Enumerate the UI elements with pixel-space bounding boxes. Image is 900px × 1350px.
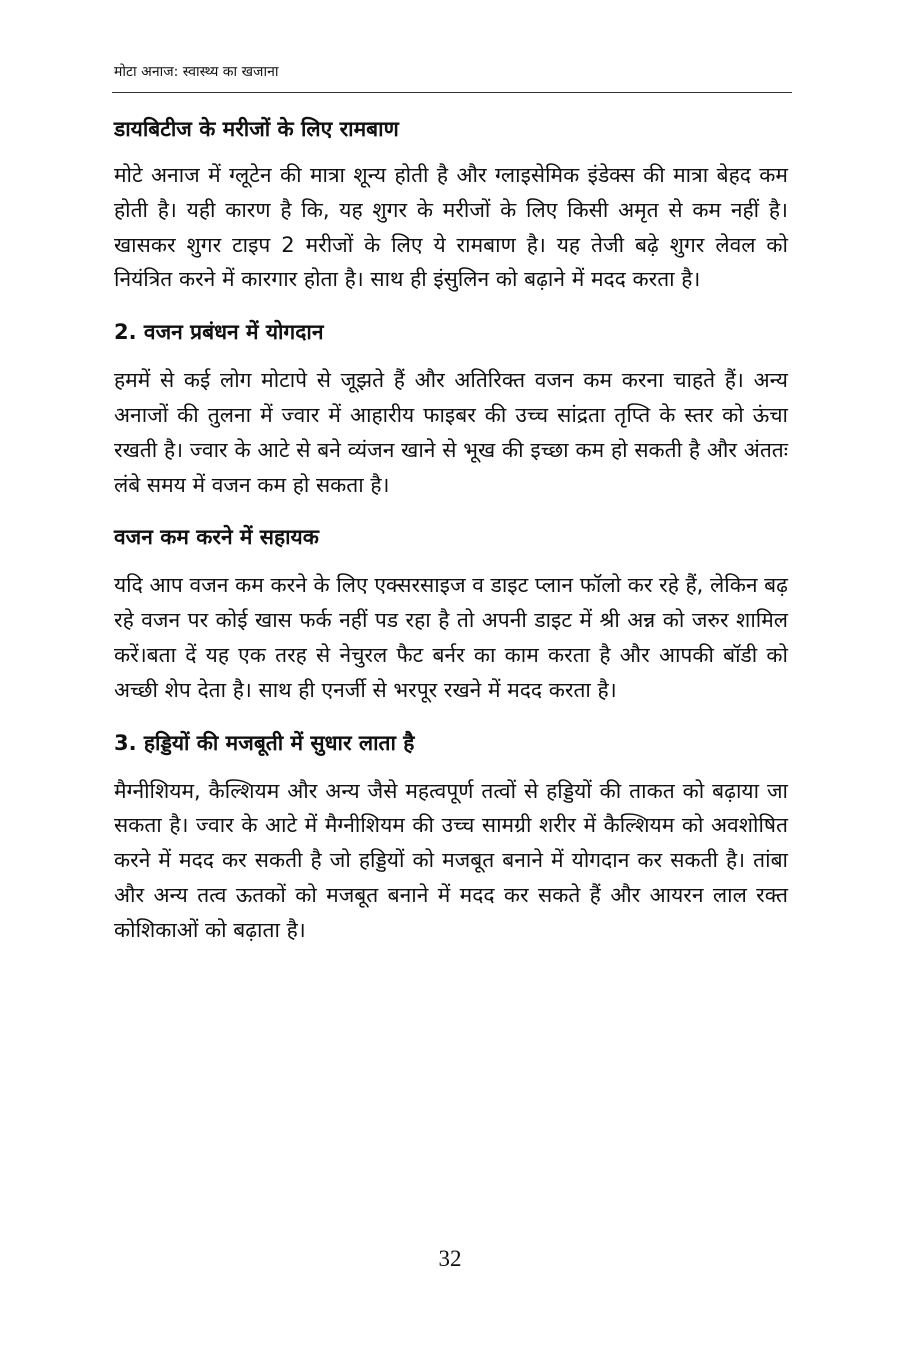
running-header: मोटा अनाज: स्वास्थ्य का खजाना [114, 64, 279, 80]
page-body [114, 110, 788, 948]
header-divider [112, 92, 792, 93]
page-number: 32 [438, 1246, 462, 1271]
section-heading-weight-loss: वजन कम करने में सहायक [114, 525, 319, 550]
section-paragraph-bone-strength: मैग्नीशियम, कैल्शियम और अन्य जैसे महत्वपूर्ण तत्वों से हड्डियों की ताकत को बढ़ाया जा सकता है। ज्वार के आटे में मैग्नीशियम की उच्च सामग्री शरीर में कैल्शियम को अवशोषित करने में मदद कर सकती है जो हड्डियों को मजबूत बनाने में योगदान कर सकती है। तांबा और अन्य तत्व ऊतकों को मजबूत बनाने में मदद कर सकते हैं और आयरन लाल रक्त कोशिकाओं को बढ़ाता है। [114, 778, 788, 942]
section-paragraph-weight-management: हममें से कई लोग मोटापे से जूझते हैं और अतिरिक्त वजन कम करना चाहते हैं। अन्य अनाजों की तुलना में ज्वार में आहारीय फाइबर की उच्च सांद्रता तृप्ति के स्तर को ऊंचा रखती है। ज्वार के आटे से बने व्यंजन खाने से भूख की इच्छा कम हो सकती है और अंततः लंबे समय में वजन कम हो सकता है। [114, 368, 788, 497]
section-paragraph-diabetes: मोटे अनाज में ग्लूटेन की मात्रा शून्य होती है और ग्लाइसेमिक इंडेक्स की मात्रा बेहद कम होती है। यही कारण है कि, यह शुगर के मरीजों के लिए किसी अमृत से कम नहीं है। खासकर शुगर टाइप 2 मरीजों के लिए ये रामबाण है। यह तेजी बढ़े शुगर लेवल को नियंत्रित करने में कारगार होता है। साथ ही इंसुलिन को बढ़ाने में मदद करता है। [114, 163, 788, 292]
section-heading-bone-strength: 3. हड्डियों की मजबूती में सुधार लाता है [114, 730, 415, 755]
section-heading-weight-management: 2. वजन प्रबंधन में योगदान [114, 320, 324, 345]
section-paragraph-weight-loss: यदि आप वजन कम करने के लिए एक्सरसाइज व डाइट प्लान फॉलो कर रहे हैं, लेकिन बढ़ रहे वजन पर कोई खास फर्क नहीं पड रहा है तो अपनी डाइट में श्री अन्न को जरुर शामिल करें।बता दें यह एक तरह से नेचुरल फैट बर्नर का काम करता है और आपकी बॉडी को अच्छी शेप देता है। साथ ही एनर्जी से भरपूर रखने में मदद करता है। [114, 573, 788, 702]
section-heading-diabetes: डायबिटीज के मरीजों के लिए रामबाण [114, 117, 399, 141]
